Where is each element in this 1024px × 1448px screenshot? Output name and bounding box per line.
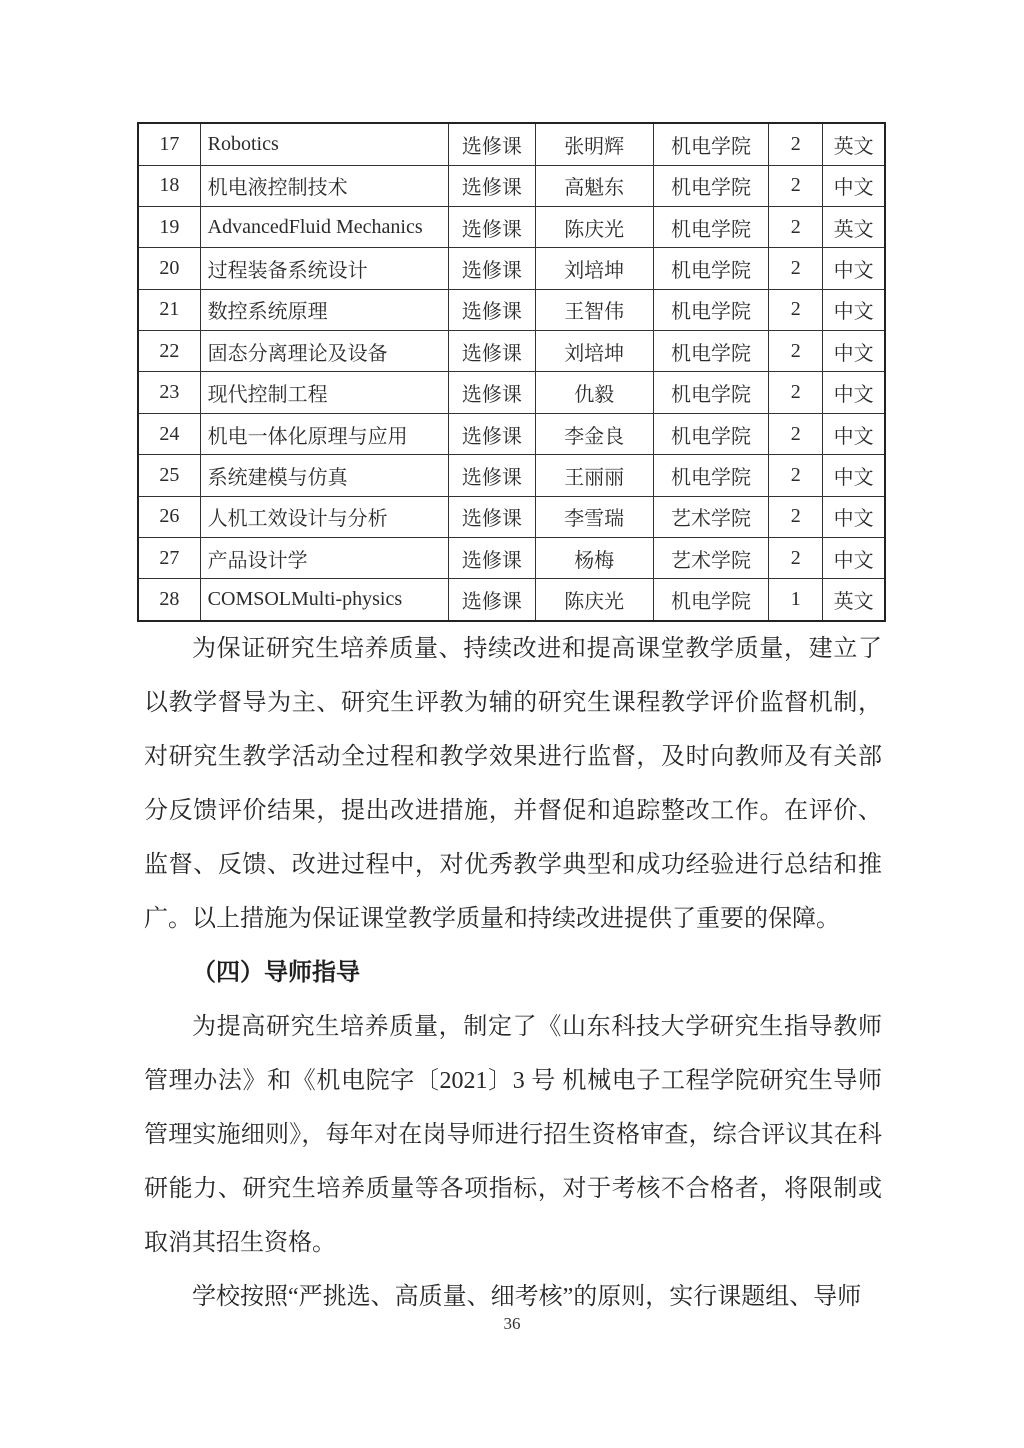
cell-credits: 2 <box>769 331 823 372</box>
cell-course-type: 选修课 <box>449 579 535 621</box>
cell-course-name: 数控系统原理 <box>200 289 449 330</box>
cell-credits: 2 <box>769 206 823 247</box>
cell-language: 中文 <box>823 455 885 496</box>
page-number: 36 <box>503 1314 521 1333</box>
cell-college: 机电学院 <box>653 413 768 454</box>
cell-teacher: 王智伟 <box>535 289 653 330</box>
cell-language: 英文 <box>823 579 885 621</box>
cell-college: 机电学院 <box>653 579 768 621</box>
cell-course-type: 选修课 <box>449 123 535 165</box>
table-row <box>138 289 885 330</box>
cell-course-type: 选修课 <box>449 289 535 330</box>
cell-teacher: 仇毅 <box>535 372 653 413</box>
cell-index: 24 <box>138 413 200 454</box>
cell-course-type: 选修课 <box>449 413 535 454</box>
table-row <box>138 579 885 621</box>
cell-credits: 2 <box>769 496 823 537</box>
table-row <box>138 248 885 289</box>
paragraph-mentor-management: 为提高研究生培养质量，制定了《山东科技大学研究生指导教师管理办法》和《机电院字〔2021〕3 号 机械电子工程学院研究生导师管理实施细则》，每年对在岗导师进行招生资格审查，综合评议其在科研能力、研究生培养质量等各项指标，对于考核不合格者，将限制或取消其招生资格。 <box>144 1014 882 1256</box>
cell-teacher: 高魁东 <box>535 165 653 206</box>
cell-teacher: 陈庆光 <box>535 206 653 247</box>
cell-language: 英文 <box>823 206 885 247</box>
table-row <box>138 165 885 206</box>
cell-credits: 2 <box>769 248 823 289</box>
cell-course-type: 选修课 <box>449 248 535 289</box>
cell-language: 中文 <box>823 496 885 537</box>
cell-credits: 2 <box>769 537 823 578</box>
cell-college: 机电学院 <box>653 206 768 247</box>
cell-index: 28 <box>138 579 200 621</box>
table-row <box>138 537 885 578</box>
table-row <box>138 496 885 537</box>
cell-college: 艺术学院 <box>653 537 768 578</box>
cell-course-name: 固态分离理论及设备 <box>200 331 449 372</box>
cell-course-name: 人机工效设计与分析 <box>200 496 449 537</box>
cell-course-name: 产品设计学 <box>200 537 449 578</box>
cell-college: 艺术学院 <box>653 496 768 537</box>
cell-language: 中文 <box>823 165 885 206</box>
cell-credits: 1 <box>769 579 823 621</box>
cell-index: 21 <box>138 289 200 330</box>
cell-teacher: 陈庆光 <box>535 579 653 621</box>
course-table <box>137 122 886 622</box>
cell-college: 机电学院 <box>653 372 768 413</box>
table-row <box>138 123 885 165</box>
cell-credits: 2 <box>769 123 823 165</box>
cell-course-type: 选修课 <box>449 206 535 247</box>
cell-index: 18 <box>138 165 200 206</box>
cell-index: 22 <box>138 331 200 372</box>
cell-college: 机电学院 <box>653 289 768 330</box>
cell-index: 20 <box>138 248 200 289</box>
course-table-body <box>138 123 885 621</box>
cell-language: 中文 <box>823 331 885 372</box>
cell-college: 机电学院 <box>653 455 768 496</box>
cell-language: 中文 <box>823 372 885 413</box>
cell-language: 中文 <box>823 413 885 454</box>
cell-credits: 2 <box>769 455 823 496</box>
cell-teacher: 刘培坤 <box>535 331 653 372</box>
table-row <box>138 206 885 247</box>
cell-language: 英文 <box>823 123 885 165</box>
cell-teacher: 李雪瑞 <box>535 496 653 537</box>
cell-index: 26 <box>138 496 200 537</box>
cell-index: 23 <box>138 372 200 413</box>
cell-course-name: 过程装备系统设计 <box>200 248 449 289</box>
cell-teacher: 刘培坤 <box>535 248 653 289</box>
cell-language: 中文 <box>823 289 885 330</box>
cell-credits: 2 <box>769 165 823 206</box>
paragraph-quality-supervision: 为保证研究生培养质量、持续改进和提高课堂教学质量，建立了以教学督导为主、研究生评教为辅的研究生课程教学评价监督机制，对研究生教学活动全过程和教学效果进行监督，及时向教师及有关部分反馈评价结果，提出改进措施，并督促和追踪整改工作。在评价、监督、反馈、改进过程中，对优秀教学典型和成功经验进行总结和推广。以上措施为保证课堂教学质量和持续改进提供了重要的保障。 <box>144 636 882 932</box>
table-row <box>138 413 885 454</box>
cell-course-type: 选修课 <box>449 331 535 372</box>
cell-teacher: 杨梅 <box>535 537 653 578</box>
paragraph-selection-principle: 学校按照“严挑选、高质量、细考核”的原则，实行课题组、导师 <box>192 1284 862 1310</box>
cell-credits: 2 <box>769 413 823 454</box>
cell-credits: 2 <box>769 372 823 413</box>
table-row <box>138 331 885 372</box>
cell-course-type: 选修课 <box>449 455 535 496</box>
cell-college: 机电学院 <box>653 248 768 289</box>
cell-college: 机电学院 <box>653 123 768 165</box>
cell-course-name: Robotics <box>200 123 449 165</box>
cell-index: 27 <box>138 537 200 578</box>
cell-college: 机电学院 <box>653 331 768 372</box>
cell-course-type: 选修课 <box>449 372 535 413</box>
cell-course-name: 系统建模与仿真 <box>200 455 449 496</box>
cell-course-type: 选修课 <box>449 496 535 537</box>
cell-teacher: 李金良 <box>535 413 653 454</box>
cell-course-name: 现代控制工程 <box>200 372 449 413</box>
cell-index: 19 <box>138 206 200 247</box>
cell-course-type: 选修课 <box>449 165 535 206</box>
cell-language: 中文 <box>823 248 885 289</box>
cell-course-name: 机电一体化原理与应用 <box>200 413 449 454</box>
cell-course-name: 机电液控制技术 <box>200 165 449 206</box>
document-body <box>144 622 882 1324</box>
cell-course-name: COMSOLMulti-physics <box>200 579 449 621</box>
section-heading-mentor-guidance: （四）导师指导 <box>192 960 360 986</box>
cell-teacher: 张明辉 <box>535 123 653 165</box>
cell-index: 25 <box>138 455 200 496</box>
cell-course-name: AdvancedFluid Mechanics <box>200 206 449 247</box>
cell-language: 中文 <box>823 537 885 578</box>
cell-credits: 2 <box>769 289 823 330</box>
table-row <box>138 455 885 496</box>
cell-course-type: 选修课 <box>449 537 535 578</box>
table-row <box>138 372 885 413</box>
cell-index: 17 <box>138 123 200 165</box>
cell-teacher: 王丽丽 <box>535 455 653 496</box>
cell-college: 机电学院 <box>653 165 768 206</box>
